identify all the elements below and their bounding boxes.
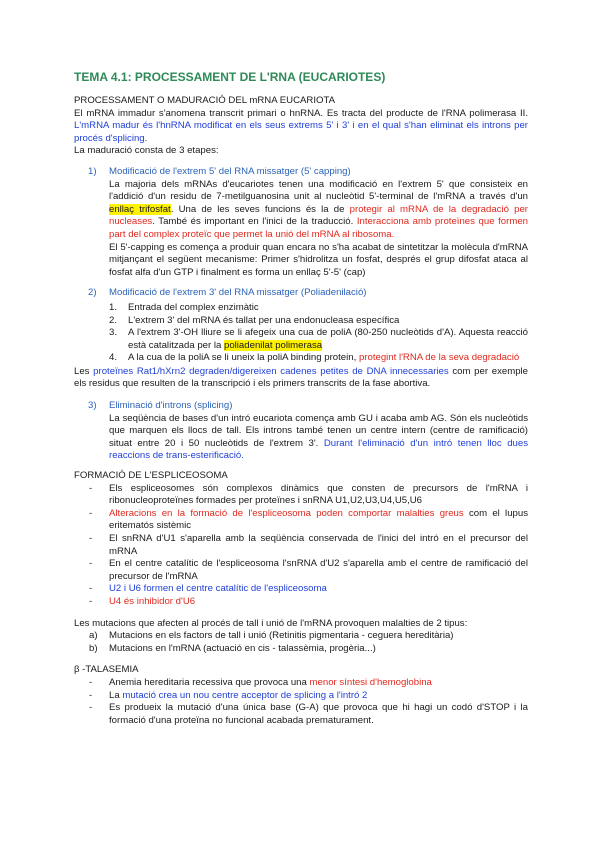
stage-2: [74, 287, 528, 365]
section-heading-espliceosoma: FORMACIÓ DE L'ESPLICEOSOMA: [74, 470, 228, 482]
list-item: a) Mutacions en els factors de tall i unió (Retinitis pigmentaria - ceguera hereditària): [89, 630, 454, 642]
stage-3-title: Eliminació d'introns (splicing): [109, 400, 233, 412]
red-text: protegint l'RNA de la seva degradació: [358, 352, 520, 364]
red-text: U4 és inhibidor d'U6: [109, 595, 196, 607]
list-item: 2. L'extrem 3' del mRNA és tallat per una endonucleasa específica: [109, 314, 400, 326]
highlight: poliadenilat polimerasa: [224, 339, 323, 351]
intro-stages: La maduració consta de 3 etapes:: [74, 145, 219, 157]
list-item: - En el centre catalític de l'espliceosoma l'snRNA d'U2 s'aparella amb el centre de ramificació del precursor de l'mRNA: [89, 558, 528, 582]
list-item: - U2 i U6 formen el centre catalític de l'espliceosoma: [89, 583, 327, 595]
red-text: Alteracions en la formació de l'espliceosoma poden comportar malalties greus: [109, 507, 464, 519]
polyadenylation-steps: [109, 302, 528, 365]
stage-1-title: Modificació de l'extrem 5' del RNA missatger (5' capping): [109, 165, 351, 177]
list-item: - El snRNA d'U1 s'aparella amb la seqüència conservada de l'inici del intró en el precursor del mRNA: [89, 533, 528, 557]
list-item: b) Mutacions en l'mRNA (actuació en cis - talassèmia, progèria...): [89, 642, 376, 654]
blue-text: mutació crea un nou centre acceptor de splicing a l'intró 2: [122, 689, 368, 701]
mutations-list: [74, 630, 528, 655]
stage-1-capping: El 5'-capping es comença a produir quan encara no s'ha acabat de sintetitzar la molècula d'mRNA mitjançant el següent mecanisme: Primer s'hidrolitza un fosfat, després el grup difosfat ataca al fosfat alfa d'un GTP i finalment es forma un enllaç 5'-5' (cap): [109, 241, 528, 278]
blue-text: Durant l'eliminació d'un intró tenen lloc dues reaccions de trans-esterificació.: [109, 437, 528, 462]
list-item: 3. A l'extrem 3'-OH lliure se li afegeix una cua de poliA (80-250 nucleòtids d'A). Aquesta reacció està catalitzada per la poliadenilat polimerasa: [109, 327, 528, 351]
espliceosoma-list: [74, 483, 528, 609]
list-item: 1. Entrada del complex enzimàtic: [109, 301, 259, 313]
stage-1: [74, 166, 528, 279]
stage-number: 2): [88, 287, 97, 299]
rat-paragraph: Les proteïnes Rat1/hXrn2 degraden/digereixen cadenes petites de DNA innecessaries com per exemple els residus que resulten de la transcripció i els primers transcrits de la fase abortiva.: [74, 365, 528, 390]
section-heading-processament: PROCESSAMENT O MADURACIÓ DEL mRNA EUCARIOTA: [74, 95, 336, 106]
stage-number: 1): [88, 165, 97, 177]
highlight: enllaç trifosfat: [109, 203, 171, 215]
stage-1-text: La majoria dels mRNAs d'eucariotes tenen una modificació en l'extrem 5' que consisteix en l'addició d'un residu de 7-metilguanosina unit al nucleòtid 5'-terminal de l'mRNA a través d'un enllaç trifosfat. Una de les seves funcions és la de protegir al mRNA de la degradació per nucleases. També és important en l'inici de la traducció. Interacciona amb proteïnes que formen part del complex proteïc que permet la unió del mRNA al ribosoma.: [109, 178, 528, 240]
red-text: Interacciona amb proteïnes que formen part del complex proteïc que permet la unió del mRNA al ribosoma.: [109, 216, 528, 240]
stage-3-text: La seqüència de bases d'un intró eucariota comença amb GU i acaba amb AG. Són els nucleòtids que marquen els llocs de tall. Els introns també tenen un centre intern (centre de ramificació) situat entre 20 i 50 nucleòtids de l'extrem 3'. Durant l'eliminació d'un intró tenen lloc dues reaccions de trans-esterificació.: [109, 412, 528, 462]
list-item: - U4 és inhibidor d'U6: [89, 595, 196, 607]
list-item: - Es produeix la mutació d'una única base (G-A) que provoca que hi hagi un codó d'STOP i la formació d'una proteïna no funcional acabada prematurament.: [89, 702, 528, 726]
list-item: 4. A la cua de la poliA se li uneix la poliA binding protein, protegint l'RNA de la seva degradació: [109, 352, 520, 364]
stages-list-continued: [74, 400, 528, 463]
page-title: TEMA 4.1: PROCESSAMENT DE L'RNA (EUCARIOTES): [74, 70, 386, 84]
blue-text: proteïnes Rat1/hXrn2 degraden/digereixen cadenes petites de DNA innecessaries: [93, 365, 449, 377]
list-item: - La mutació crea un nou centre acceptor de splicing a l'intró 2: [89, 689, 368, 701]
intro-text: El mRNA immadur s'anomena transcrit primari o hnRNA. Es tracta del producte de l'RNA polimerasa II.: [74, 107, 528, 119]
red-text: menor síntesi d'hemoglobina: [309, 676, 432, 688]
list-item: - Anemia hereditaria recessiva que provoca una menor síntesi d'hemoglobina: [89, 676, 432, 688]
red-text: protegir al mRNA de la degradació per nucleases: [109, 203, 528, 228]
list-item: - Alteracions en la formació de l'espliceosoma poden comportar malalties greus com el lupus eritematós sistèmic: [89, 507, 528, 532]
section-heading-beta-talasemia: β -TALASEMIA: [74, 664, 139, 676]
blue-text: U2 i U6 formen el centre catalític de l'espliceosoma: [109, 583, 327, 595]
stages-list: [74, 166, 528, 365]
beta-talasemia-list: [74, 677, 528, 727]
intro-paragraph: [74, 108, 528, 146]
list-item: - Els espliceosomes són complexos dinàmics que consten de precursors de l'mRNA i ribonucleoproteïnes formades per proteïnes i snRNA U1,U2,U3,U4,U5,U6: [89, 482, 528, 507]
document-page: [74, 70, 528, 727]
stage-3: [74, 400, 528, 463]
mutations-paragraph: Les mutacions que afecten al procés de tall i unió de l'mRNA provoquen malalties de 2 tipus:: [74, 617, 468, 629]
stage-2-title: Modificació de l'extrem 3' del RNA missatger (Poliadenilació): [109, 287, 367, 299]
stage-number: 3): [88, 400, 97, 412]
intro-text-blue: L'mRNA madur és l'hnRNA modificat en els seus extrems 5' i 3' i en el qual s'han eliminat els introns per procés d'splicing.: [74, 120, 528, 144]
